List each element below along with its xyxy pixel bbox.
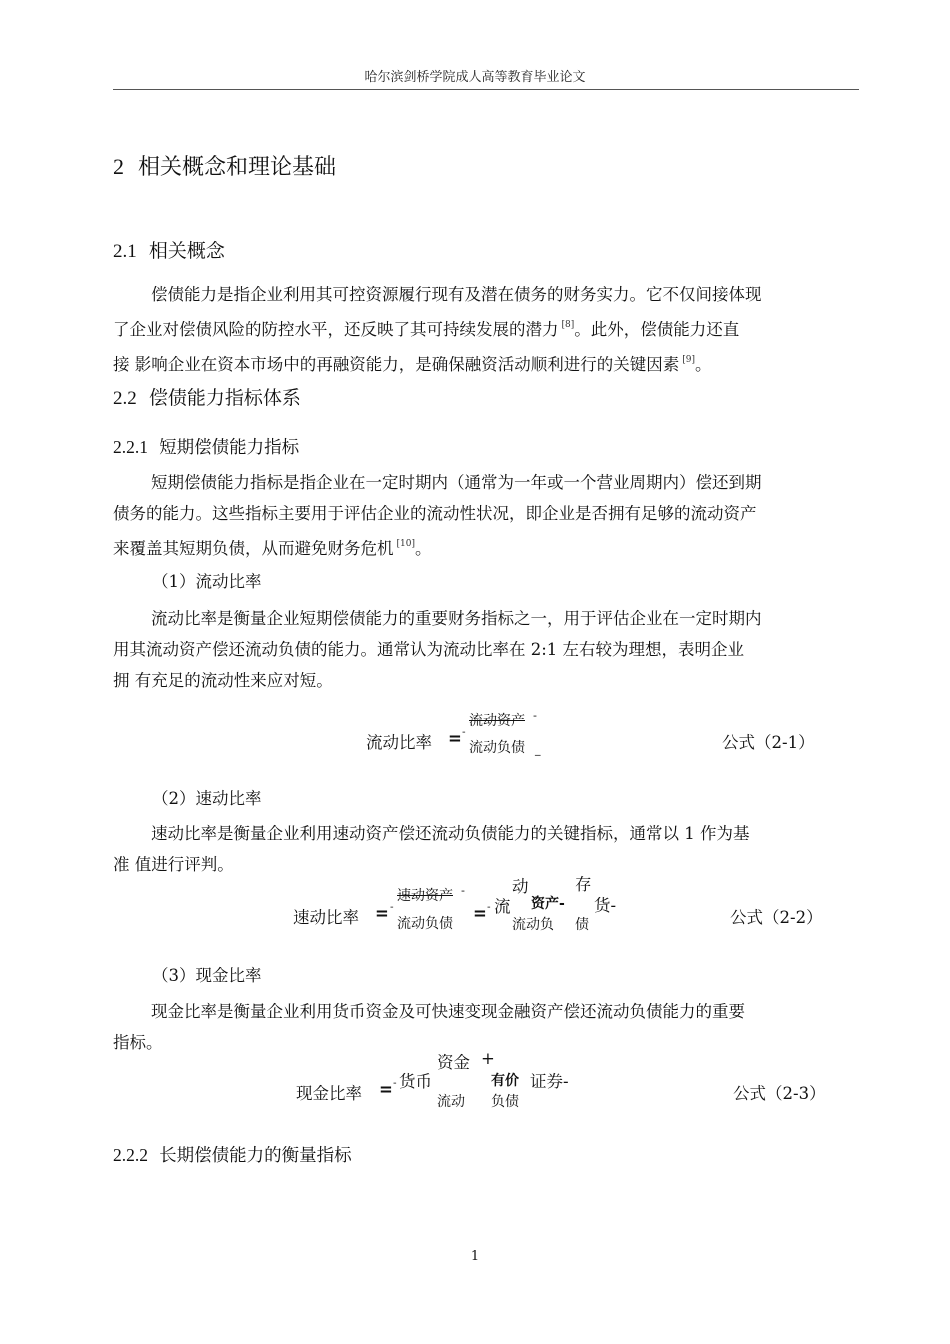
paragraph-line: 指标。 [113,1033,163,1052]
formula-dot: - [487,902,491,913]
paragraph-line: 速动比率是衡量企业利用速动资产偿还流动负债能力的关键指标，通常以 1 作为基 [151,824,750,843]
formula-tail: - [533,709,537,722]
subsection-title: 短期偿债能力指标 [159,438,300,458]
item-3-heading: （3）现金比率 [152,966,262,985]
formula-tail: _ [535,743,541,756]
subsection-number: 2.2.1 [113,437,148,457]
paragraph-line: 偿债能力是指企业利用其可控资源履行现有及潜在债务的财务实力。它不仅间接体现 [151,285,762,304]
paragraph-line: 准 值进行评判。 [113,855,234,874]
chapter-number: 2 [113,154,124,179]
formula-lhs: 流动比率 [366,733,432,752]
paragraph-line: 现金比率是衡量企业利用货币资金及可快速变现金融资产偿还流动负债能力的重要 [151,1002,745,1021]
item-2-heading: （2）速动比率 [152,789,262,808]
formula-fragment: 流 [494,897,511,916]
formula-label: 公式（2-2） [730,908,823,927]
formula-fragment: 债 [575,917,589,933]
header-rule [113,89,859,90]
section-number: 2.1 [113,241,137,262]
formula-fragment: 货币 [399,1072,432,1091]
formula-dot: - [390,902,394,913]
formula-fragment: 资金 [437,1053,470,1072]
formula-denominator: 流动负债 [469,740,525,756]
formula-fragment: 流动 [437,1094,465,1110]
paragraph-line: 用其流动资产偿还流动负债的能力。通常认为流动比率在 2:1 左右较为理想，表明企业 [113,640,745,659]
citation-ref: [8] [561,320,575,330]
section-2-2-heading [113,383,301,410]
paragraph-line: 了企业对偿债风险的防控水平，还反映了其可持续发展的潜力 [8]。此外，偿债能力还直 [113,320,740,339]
item-2-paragraph [113,818,861,880]
formula-fragment: 流动负 [512,917,554,933]
section-title: 偿债能力指标体系 [148,387,301,409]
chapter-heading [113,150,336,181]
formula-label: 公式（2-3） [733,1084,826,1103]
citation-ref: [9] [682,355,695,365]
formula-numerator: 速动资产 [397,888,453,904]
formula-numerator: 流动资产 [469,713,525,729]
formula-fragment: 动 [512,877,529,896]
subsection-2-2-1-heading [113,434,299,459]
paragraph-line: 短期偿债能力指标是指企业在一定时期内（通常为一年或一个营业周期内）偿还到期 [151,473,762,492]
formula-dot: - [393,1078,397,1089]
formula-equals: = [379,1080,393,1099]
item-1-heading: （1）流动比率 [152,572,262,591]
paragraph-line: 债务的能力。这些指标主要用于评估企业的流动性状况，即企业是否拥有足够的流动资产 [113,504,757,523]
subsection-title: 长期偿债能力的衡量指标 [159,1146,352,1166]
formula-equals: = [473,904,487,923]
paragraph-line: 来覆盖其短期负债，从而避免财务危机 [10]。 [113,539,432,558]
section-number: 2.2 [113,388,137,409]
subsection-2-2-2-heading [113,1142,352,1167]
section-2-1-heading [113,236,225,263]
paragraph-line: 拥 有充足的流动性来应对短。 [113,671,333,690]
page-number: 1 [470,1249,480,1264]
citation-ref: [10] [396,539,415,549]
formula-fragment: + [481,1049,495,1068]
paragraph-line: 接 影响企业在资本市场中的再融资能力，是确保融资活动顺利进行的关键因素 [9]。 [113,355,712,374]
paragraph-line: 流动比率是衡量企业短期偿债能力的重要财务指标之一，用于评估企业在一定时期内 [151,609,762,628]
formula-fragment: 资产- [531,896,565,912]
formula-tail: - [461,884,465,897]
formula-lhs: 现金比率 [296,1084,362,1103]
subsection-number: 2.2.2 [113,1145,148,1165]
chapter-title: 相关概念和理论基础 [138,155,337,180]
formula-equals: = [375,904,389,923]
formula-lhs: 速动比率 [293,908,359,927]
formula-fragment: 负债 [491,1094,519,1110]
formula-fragment: 证券- [530,1072,569,1091]
item-1-paragraph [113,603,861,696]
formula-fragment: 货- [594,896,617,915]
formula-fragment: 有价 [491,1073,519,1089]
running-header: 哈尔滨剑桥学院成人高等教育毕业论文 [364,70,586,85]
section-title: 相关概念 [148,240,225,262]
section-2-1-paragraph [113,279,861,380]
formula-equals: = [448,729,462,748]
formula-dot: - [462,727,466,738]
formula-label: 公式（2-1） [722,733,815,752]
formula-fragment: 存 [575,875,592,894]
subsection-2-2-1-paragraph [113,467,861,564]
formula-denominator: 流动负债 [397,916,453,932]
